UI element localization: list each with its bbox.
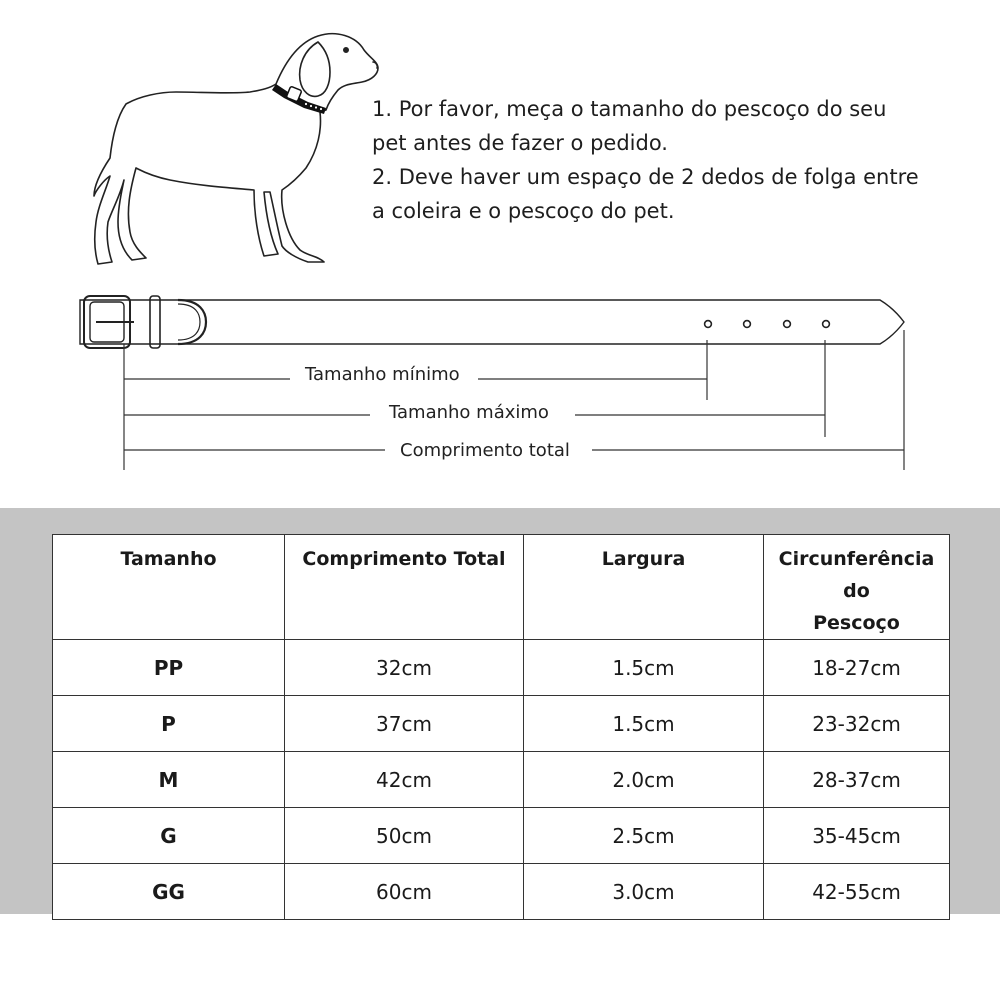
cell-width: 1.5cm xyxy=(524,696,764,752)
instruction-1a: 1. Por favor, meça o tamanho do pescoço do seu xyxy=(372,97,887,121)
cell-size: GG xyxy=(53,864,285,920)
cell-neck: 23-32cm xyxy=(764,696,950,752)
size-table xyxy=(52,534,950,920)
table-row xyxy=(53,752,950,808)
instructions xyxy=(372,92,972,228)
cell-neck: 18-27cm xyxy=(764,640,950,696)
dog-illustration xyxy=(94,34,378,264)
cell-neck: 28-37cm xyxy=(764,752,950,808)
cell-neck: 42-55cm xyxy=(764,864,950,920)
cell-length: 50cm xyxy=(285,808,524,864)
hole-icon xyxy=(823,321,830,328)
cell-length: 32cm xyxy=(285,640,524,696)
cell-size: G xyxy=(53,808,285,864)
hole-icon xyxy=(744,321,751,328)
min-size-label: Tamanho mínimo xyxy=(305,364,460,385)
cell-width: 1.5cm xyxy=(524,640,764,696)
cell-length: 60cm xyxy=(285,864,524,920)
cell-size: PP xyxy=(53,640,285,696)
cell-length: 42cm xyxy=(285,752,524,808)
header-circunferencia xyxy=(764,535,950,640)
cell-neck: 35-45cm xyxy=(764,808,950,864)
hole-icon xyxy=(784,321,791,328)
table-row xyxy=(53,640,950,696)
header-largura: Largura xyxy=(524,535,764,640)
header-circ-line1: Circunferência do xyxy=(778,548,935,602)
instruction-2a: 2. Deve haver um espaço de 2 dedos de folga entre xyxy=(372,165,919,189)
cell-width: 2.0cm xyxy=(524,752,764,808)
collar-diagram xyxy=(80,296,904,348)
cell-width: 3.0cm xyxy=(524,864,764,920)
hole-icon xyxy=(705,321,712,328)
instruction-2b: a coleira e o pescoço do pet. xyxy=(372,199,675,223)
header-comprimento: Comprimento Total xyxy=(285,535,524,640)
cell-width: 2.5cm xyxy=(524,808,764,864)
total-length-label: Comprimento total xyxy=(400,440,570,461)
table-row xyxy=(53,696,950,752)
header-tamanho: Tamanho xyxy=(53,535,285,640)
table-row xyxy=(53,808,950,864)
max-size-label: Tamanho máximo xyxy=(389,402,549,423)
table-header-row xyxy=(53,535,950,640)
cell-size: M xyxy=(53,752,285,808)
table-row xyxy=(53,864,950,920)
instruction-1b: pet antes de fazer o pedido. xyxy=(372,131,668,155)
header-circ-line2: Pescoço xyxy=(813,612,900,634)
cell-length: 37cm xyxy=(285,696,524,752)
dog-collar xyxy=(272,84,326,114)
cell-size: P xyxy=(53,696,285,752)
